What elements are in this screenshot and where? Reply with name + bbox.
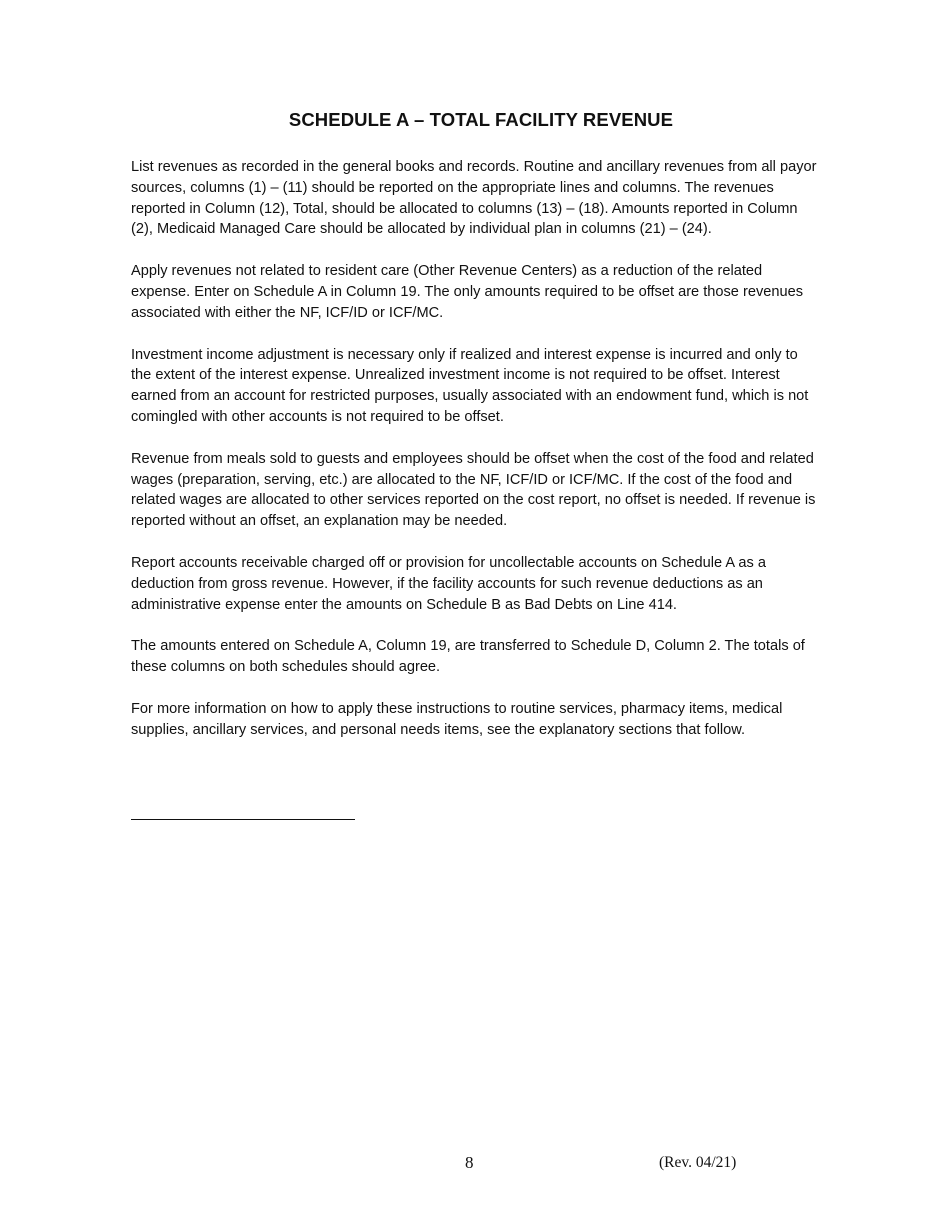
footnote-divider xyxy=(131,819,355,820)
paragraph-meals-revenue: Revenue from meals sold to guests and employees should be offset when the cost of the food and related wages (preparation, serving, etc.) are allocated to the NF, ICF/ID or ICF/MC. If the cost of the food and related wages are allocated to other services reported on the cost report, no offset is needed. If revenue is reported without an offset, an explanation may be needed. xyxy=(131,450,816,530)
paragraph-other-revenue-centers: Apply revenues not related to resident care (Other Revenue Centers) as a reduction of the related expense. Enter on Schedule A in Column 19. The only amounts required to be offset are those revenues associated with either the NF, ICF/ID or ICF/MC. xyxy=(131,263,804,321)
paragraph-list-revenues: List revenues as recorded in the general books and records. Routine and ancillary revenues from all payor sources, columns (1) – (11) should be reported on the appropriate lines and columns. The revenues reported in Column (12), Total, should be allocated to columns (13) – (18). Amounts reported in Column (2), Medicaid Managed Care should be allocated by individual plan in columns (21) – (24). xyxy=(131,159,817,238)
paragraph-column-19-transfer: The amounts entered on Schedule A, Column 19, are transferred to Schedule D, Column 2. The totals of these columns on both schedules should agree. xyxy=(131,638,805,676)
document-body xyxy=(131,157,821,762)
revision-date: (Rev. 04/21) xyxy=(659,1154,737,1171)
paragraph-more-information: For more information on how to apply these instructions to routine services, pharmacy items, medical supplies, ancillary services, and personal needs items, see the explanatory sections that follow. xyxy=(131,700,783,738)
page-number: 8 xyxy=(465,1153,474,1172)
paragraph-investment-income: Investment income adjustment is necessary only if realized and interest expense is incurred and only to the extent of the interest expense. Unrealized investment income is not required to be offset. Interest earned from an account for restricted purposes, usually associated with an endowment fund, which is not comingled with other accounts is not required to be offset. xyxy=(131,346,809,425)
page-title: SCHEDULE A – TOTAL FACILITY REVENUE xyxy=(288,109,674,130)
paragraph-accounts-receivable: Report accounts receivable charged off or provision for uncollectable accounts on Schedule A as a deduction from gross revenue. However, if the facility accounts for such revenue deductions as an administrative expense enter the amounts on Schedule B as Bad Debts on Line 414. xyxy=(131,554,766,613)
